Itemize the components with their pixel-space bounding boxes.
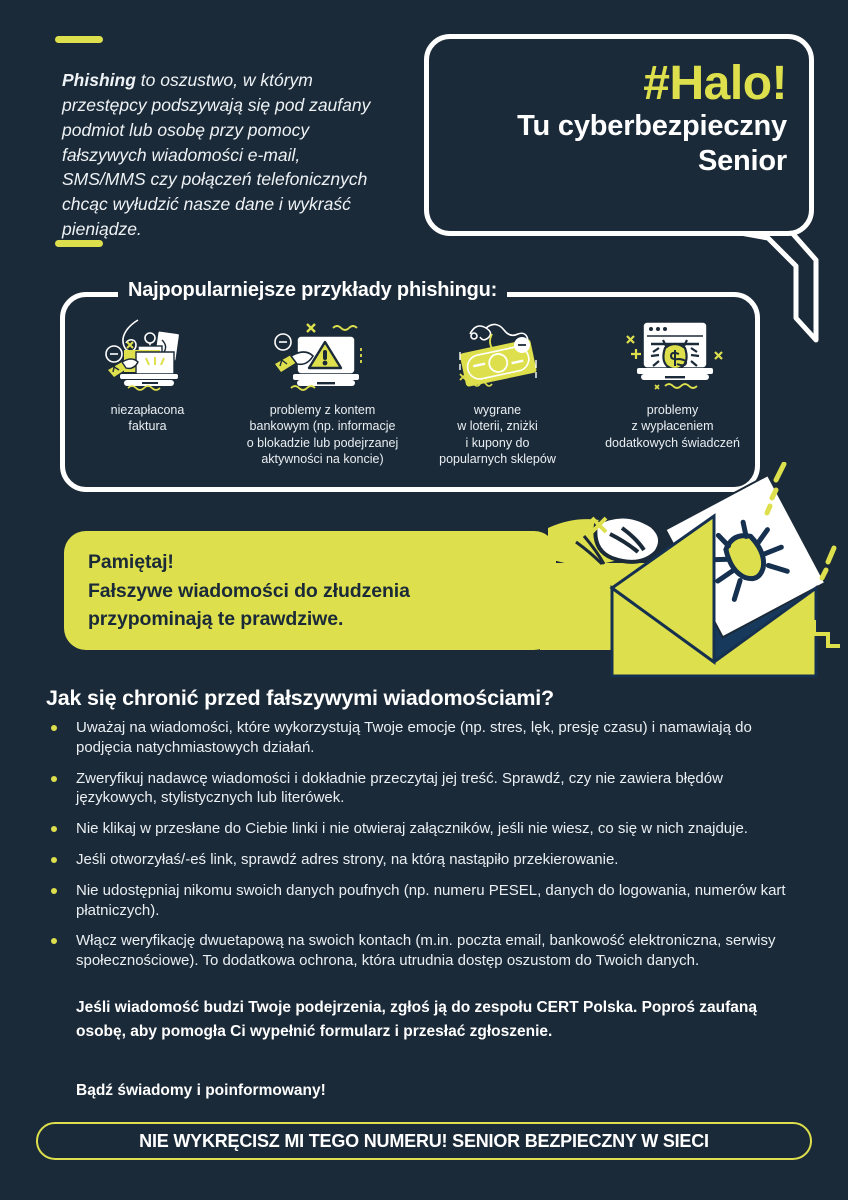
bubble-line-2: Tu cyberbezpieczny	[517, 109, 787, 142]
intro-body-text: to oszustwo, w którym przestępcy podszywają się pod zaufany podmiot lub osobę przy pomocy fałszywych wiadomości e-mail, SMS/MMS czy połączeń telefonicznych chcąc wyłudzić nasze dane i wykraść pieniądze.	[62, 70, 371, 240]
intro-paragraph	[62, 68, 382, 242]
speech-bubble	[424, 34, 814, 236]
laptop-warning-triangle-icon	[267, 316, 379, 394]
example-item	[60, 292, 235, 492]
closing-slogan: Bądź świadomy i poinformowany!	[76, 1082, 326, 1099]
remember-line-3: przypominają te prawdziwe.	[88, 608, 344, 631]
examples-title: Najpopularniejsze przykłady phishingu:	[118, 279, 507, 302]
envelope-bug-illustration	[548, 462, 848, 692]
intro-lead-word: Phishing	[62, 70, 136, 90]
list-item: Włącz weryfikację dwuetapową na swoich kontach (m.in. poczta email, bankowość elektroniczna, serwisy społecznościowe). To dodatkowa ochrona, która utrudnia dostęp oszustom do Twoich danych.	[46, 931, 802, 971]
footer-banner	[36, 1122, 812, 1160]
example-caption: wygrane w loterii, zniżki i kupony do popularnych sklepów	[439, 403, 556, 466]
protect-tips-list	[46, 718, 802, 982]
remember-line-1: Pamiętaj!	[88, 551, 174, 573]
list-item: Nie klikaj w przesłane do Ciebie linki i nie otwieraj załączników, jeśli nie wiesz, co się w nich znajduje.	[46, 819, 802, 839]
list-item: Jeśli otworzyłaś/-eś link, sprawdź adres strony, na którą nastąpiło przekierowanie.	[46, 850, 802, 870]
laptop-invoice-hook-icon	[94, 316, 202, 394]
protect-section-title: Jak się chronić przed fałszywymi wiadomościami?	[46, 686, 554, 710]
example-caption: problemy z kontem bankowym (np. informacje o blokadzie lub podejrzanej aktywności na koncie)	[246, 403, 399, 466]
remember-text	[88, 548, 410, 634]
banknote-hook-icon	[442, 316, 554, 394]
closing-paragraph: Jeśli wiadomość budzi Twoje podejrzenia, zgłoś ją do zespołu CERT Polska. Poproś zaufaną osobę, aby pomogła Ci wypełnić formularz i przesłać zgłoszenie.	[76, 999, 757, 1040]
bubble-line-3: Senior	[697, 145, 787, 178]
decorative-dash-top	[55, 36, 103, 43]
footer-slogan: NIE WYKRĘCISZ MI TEGO NUMERU! SENIOR BEZPIECZNY W SIECI	[139, 1130, 709, 1151]
list-item: Zweryfikuj nadawcę wiadomości i dokładnie przeczytaj jej treść. Sprawdź, czy nie zawiera błędów językowych, stylistycznych lub literówek.	[46, 769, 802, 809]
example-caption: problemy z wypłaceniem dodatkowych świadczeń	[605, 403, 740, 450]
laptop-bug-dollar-icon	[617, 316, 729, 394]
remember-line-2: Fałszywe wiadomości do złudzenia	[88, 579, 410, 602]
list-item: Nie udostępniaj nikomu swoich danych poufnych (np. numeru PESEL, danych do logowania, numerów kart płatniczych).	[46, 881, 802, 921]
bubble-hashtag-title: #Halo!	[643, 57, 787, 110]
example-caption: niezapłacona faktura	[110, 403, 185, 434]
example-item	[235, 292, 410, 492]
list-item: Uważaj na wiadomości, które wykorzystują Twoje emocje (np. stres, lęk, presję czasu) i namawiają do podjęcia natychmiastowych działań.	[46, 718, 802, 758]
